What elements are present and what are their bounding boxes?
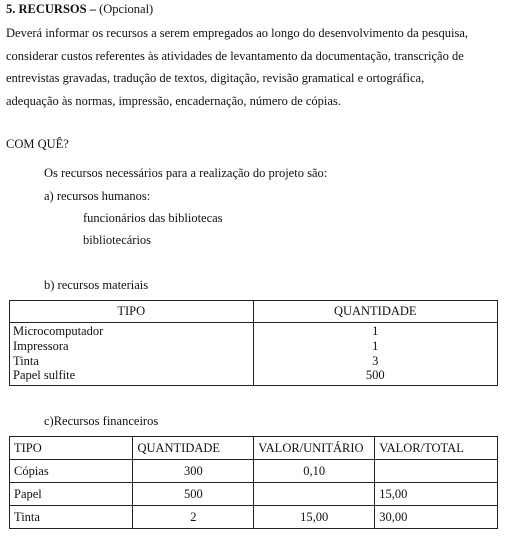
description-line: adequação às normas, impressão, encadernação, número de cópias. — [6, 93, 341, 108]
description-line: considerar custos referentes às atividades de levantamento da documentação, transcrição de — [6, 48, 464, 63]
material-item: Papel sulfite — [13, 368, 76, 383]
section-heading-optional: (Opcional) — [99, 2, 154, 16]
valor-unitario-cell: 15,00 — [254, 506, 375, 529]
material-quantity: 1 — [372, 338, 379, 353]
table-row — [10, 483, 498, 506]
com-que-heading: COM QUÊ? — [6, 137, 69, 151]
column-header-valor-unitario: VALOR/UNITÁRIO — [254, 437, 375, 460]
material-quantity: 3 — [372, 353, 379, 368]
financial-resources-table — [9, 436, 498, 529]
table-row — [10, 323, 498, 386]
quantidade-cell — [253, 323, 497, 386]
quantidade-cell: 300 — [133, 460, 254, 483]
material-resources-table — [9, 300, 498, 386]
column-header-tipo: TIPO — [10, 437, 133, 460]
material-item: Microcomputador — [13, 324, 104, 338]
tipo-cell: Tinta — [10, 506, 133, 529]
table-row — [10, 506, 498, 529]
section-heading — [6, 2, 153, 17]
financial-resources-label: c)Recursos financeiros — [44, 414, 159, 428]
section-heading-title: 5. RECURSOS – — [6, 2, 100, 16]
valor-unitario-cell — [254, 483, 375, 506]
description-line: Deverá informar os recursos a serem empregados ao longo do desenvolvimento da pesquisa, — [6, 26, 469, 40]
material-resources-label: b) recursos materiais — [44, 278, 149, 292]
tipo-cell — [10, 323, 254, 386]
table-header-row — [10, 437, 498, 460]
valor-total-cell: 30,00 — [375, 506, 498, 529]
valor-total-cell: 15,00 — [375, 483, 498, 506]
material-item: Impressora — [13, 338, 69, 353]
resources-intro: Os recursos necessários para a realização do projeto são: — [44, 166, 328, 180]
tipo-cell: Papel — [10, 483, 133, 506]
table-header-row — [10, 301, 498, 323]
tipo-cell: Cópias — [10, 460, 133, 483]
valor-total-cell — [375, 460, 498, 483]
column-header-quantidade: QUANTIDADE — [133, 437, 254, 460]
valor-unitario-cell: 0,10 — [254, 460, 375, 483]
column-header-tipo: TIPO — [10, 301, 254, 323]
section-description — [6, 22, 506, 112]
quantidade-cell: 2 — [133, 506, 254, 529]
column-header-quantidade: QUANTIDADE — [253, 301, 497, 323]
human-resource-item: funcionários das bibliotecas — [83, 211, 223, 225]
human-resource-item: bibliotecários — [83, 233, 152, 247]
human-resources-label: a) recursos humanos: — [44, 189, 151, 203]
description-line: entrevistas gravadas, tradução de textos, digitação, revisão gramatical e ortográfica, — [6, 71, 425, 86]
table-row — [10, 460, 498, 483]
material-quantity: 500 — [365, 368, 385, 383]
quantidade-cell: 500 — [133, 483, 254, 506]
material-item: Tinta — [13, 353, 39, 368]
material-quantity: 1 — [372, 324, 379, 338]
column-header-valor-total: VALOR/TOTAL — [375, 437, 498, 460]
